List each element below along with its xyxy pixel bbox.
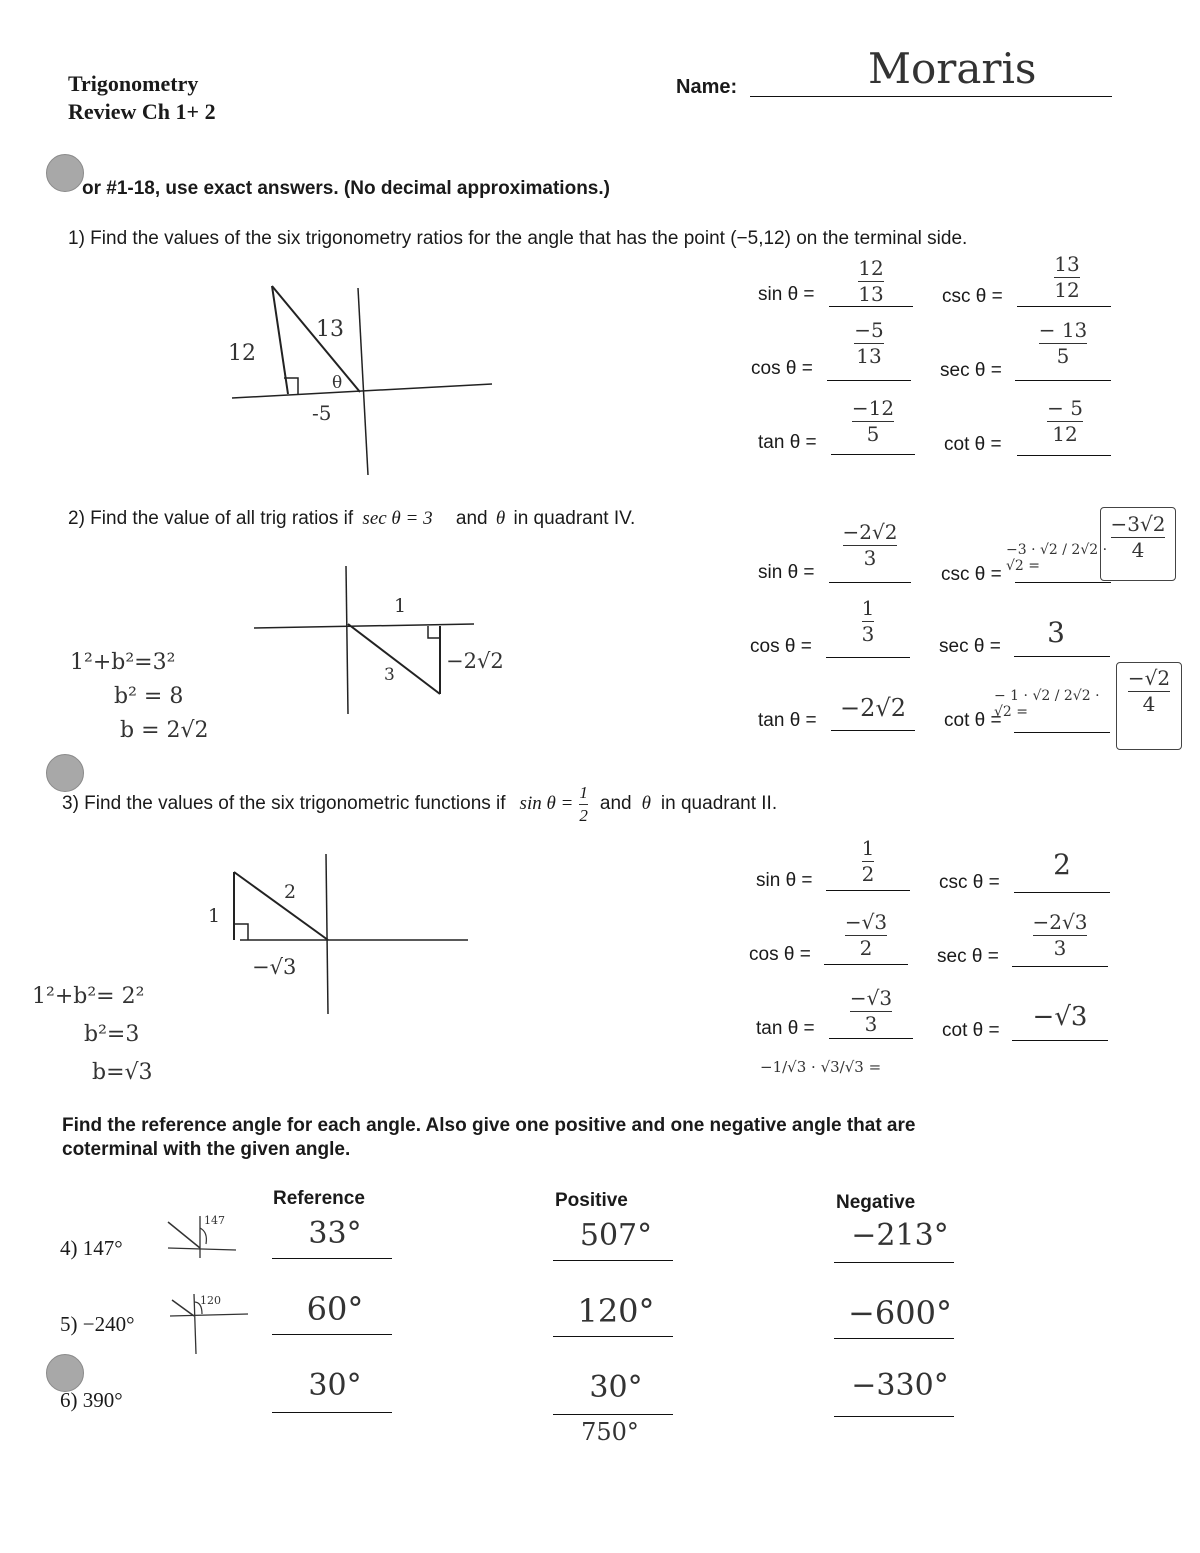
row-5-sketch <box>150 1290 250 1356</box>
row-6-reference: 30° <box>308 1368 362 1403</box>
p1-csc-line <box>1017 306 1111 307</box>
p3-cos-label: cos θ = <box>749 944 811 965</box>
row-5-negative: −600° <box>848 1294 952 1332</box>
p3-work-line-3: b=√3 <box>92 1060 153 1085</box>
row-6-positive-line <box>553 1414 673 1415</box>
p2-cot-line <box>1014 732 1110 733</box>
p3-tan-answer: $\frac{-√3}{3}$ <box>849 986 893 1036</box>
p1-tan-line <box>831 454 915 455</box>
p2-csc-label: csc θ = <box>941 564 1002 585</box>
problem-2-text <box>68 508 635 530</box>
row-5-negative-line <box>834 1338 954 1339</box>
row-4-reference: 33° <box>308 1216 362 1251</box>
hole-punch-1 <box>46 154 84 192</box>
problem-2-text-a: 2) Find the value of all trig ratios if <box>68 508 354 529</box>
p2-csc-answer: $\frac{-3√2}{4}$ <box>1110 512 1166 562</box>
problem-1-diagram <box>220 270 510 485</box>
p2-cos-answer: $\frac{1}{3}$ <box>861 596 875 646</box>
problem-3-sin-expr: sin θ = <box>519 793 574 815</box>
row-4-label: 4) 147° <box>60 1236 123 1260</box>
row-4-negative: −213° <box>851 1218 949 1253</box>
p1-sec-line <box>1015 380 1111 381</box>
p2-sec-label: sec θ = <box>939 636 1001 657</box>
student-name: Moraris <box>868 44 1037 93</box>
p3-csc-answer: 2 <box>1053 848 1071 881</box>
p1-cos-label: cos θ = <box>751 358 813 379</box>
p2-tan-answer: −2√2 <box>840 694 906 722</box>
row-5-reference-line <box>272 1334 392 1335</box>
row-6-negative: −330° <box>851 1368 949 1403</box>
row-4-negative-line <box>834 1262 954 1263</box>
problem-3-work <box>32 978 153 1092</box>
p2-cot-label: cot θ = <box>944 710 1002 731</box>
row-5-reference: 60° <box>306 1290 364 1328</box>
p3-tan-line <box>829 1038 913 1039</box>
p3-sec-answer: $\frac{-2√3}{3}$ <box>1032 910 1088 960</box>
p1-sec-answer: $\frac{- 13}{5}$ <box>1038 318 1088 368</box>
problem-2-text-b: and <box>455 508 488 529</box>
p1-csc-label: csc θ = <box>942 286 1003 307</box>
row-4-positive: 507° <box>579 1218 653 1253</box>
reference-instructions-line-1: Find the reference angle for each angle. Also give one positive and one negative angle that are <box>62 1115 916 1136</box>
p1-cos-line <box>827 380 911 381</box>
p1-cos-answer: $\frac{-5}{13}$ <box>854 318 884 368</box>
problem-1-text: 1) Find the values of the six trigonometry ratios for the angle that has the point (−5,12) on the terminal side. <box>68 228 968 249</box>
p2-sin-line <box>829 582 911 583</box>
problem-2-work <box>70 646 209 748</box>
p1-csc-answer: $\frac{13}{12}$ <box>1054 252 1080 302</box>
p2-cot-work: − 1 · √2 / 2√2 · √2 = <box>994 688 1100 720</box>
p1-cot-label: cot θ = <box>944 434 1002 455</box>
row-4-positive-line <box>553 1260 673 1261</box>
diagram-1-angle: θ <box>332 373 343 393</box>
diagram-1-hyp: 13 <box>316 317 344 342</box>
diagram-2-adj: 1 <box>394 595 407 617</box>
row-5-positive-line <box>553 1336 673 1337</box>
p3-sin-line <box>826 890 910 891</box>
problem-3-theta: θ <box>641 793 651 815</box>
problem-2-diagram <box>250 562 530 722</box>
problem-3-fraction: $\frac{1}{2}$ <box>579 783 588 825</box>
p3-sin-label: sin θ = <box>756 870 813 891</box>
row-6-reference-line <box>272 1412 392 1413</box>
hole-punch-3 <box>46 1354 84 1392</box>
row-4-reference-line <box>272 1258 392 1259</box>
diagram-3-adj: −√3 <box>252 955 297 979</box>
p2-work-line-3: b = 2√2 <box>120 718 209 743</box>
diagram-1-side-a: 12 <box>228 341 256 366</box>
p3-cos-answer: $\frac{-√3}{2}$ <box>844 910 888 960</box>
p1-cot-answer: $\frac{- 5}{12}$ <box>1047 396 1083 446</box>
p1-sec-label: sec θ = <box>940 360 1002 381</box>
problem-3-text <box>62 784 777 825</box>
p2-sec-line <box>1014 656 1110 657</box>
p1-cot-line <box>1017 455 1111 456</box>
reference-instructions-line-2: coterminal with the given angle. <box>62 1139 351 1160</box>
col-negative-header: Negative <box>836 1192 916 1213</box>
diagram-3-opp: 1 <box>208 905 221 927</box>
p1-sin-label: sin θ = <box>758 284 815 305</box>
p1-tan-label: tan θ = <box>758 432 817 453</box>
p3-sin-answer: $\frac{1}{2}$ <box>861 836 875 886</box>
p3-sec-line <box>1012 966 1108 967</box>
p3-tan-work: −1/√3 · √3/√3 = <box>760 1058 882 1076</box>
p2-cos-line <box>826 657 910 658</box>
row-6-negative-line <box>834 1416 954 1417</box>
p1-tan-answer: $\frac{-12}{5}$ <box>851 396 895 446</box>
p2-work-line-2: b² = 8 <box>114 684 184 709</box>
p3-cot-answer: −√3 <box>1032 1002 1088 1032</box>
p2-cos-label: cos θ = <box>750 636 812 657</box>
problem-3-text-a: 3) Find the values of the six trigonometric functions if <box>62 793 506 815</box>
p2-sin-answer: $\frac{-2√2}{3}$ <box>842 520 898 570</box>
row-4-sketch <box>160 1210 240 1260</box>
worksheet-title: Trigonometry <box>68 71 199 96</box>
diagram-1-side-b: -5 <box>312 401 332 425</box>
row-5-positive: 120° <box>577 1292 655 1330</box>
problem-2-text-c: in quadrant IV. <box>513 508 636 529</box>
p3-sec-label: sec θ = <box>937 946 999 967</box>
p3-csc-line <box>1014 892 1110 893</box>
p3-cos-line <box>824 964 908 965</box>
diagram-2-opp: −2√2 <box>446 649 504 673</box>
name-label: Name: <box>676 76 738 98</box>
p2-work-line-1: 1²+b²=3² <box>70 650 176 675</box>
diagram-3-hyp: 2 <box>284 881 297 903</box>
worksheet-subtitle: Review Ch 1+ 2 <box>68 99 216 124</box>
p2-cot-answer: $\frac{-√2}{4}$ <box>1127 666 1171 716</box>
p3-work-line-2: b²=3 <box>84 1022 140 1047</box>
row-5-label: 5) −240° <box>60 1312 135 1336</box>
problem-3-text-c: in quadrant II. <box>660 793 778 815</box>
p2-tan-label: tan θ = <box>758 710 817 731</box>
p2-csc-work: −3 · √2 / 2√2 · √2 = <box>1006 542 1108 574</box>
p3-csc-label: csc θ = <box>939 872 1000 893</box>
col-positive-header: Positive <box>555 1190 628 1211</box>
p1-sin-line <box>829 306 913 307</box>
instructions: or #1-18, use exact answers. (No decimal approximations.) <box>82 178 610 199</box>
problem-3-text-b: and <box>599 793 632 815</box>
row-6-positive: 30° <box>589 1370 643 1405</box>
p3-work-line-1: 1²+b²= 2² <box>32 984 145 1009</box>
reference-instructions <box>62 1114 915 1162</box>
row-6-positive-extra: 750° <box>581 1418 639 1446</box>
problem-2-theta: θ <box>495 508 506 529</box>
problem-2-expr: sec θ = 3 <box>362 508 433 529</box>
row-4-sketch-label: 147 <box>204 1214 225 1227</box>
row-6-label: 6) 390° <box>60 1388 123 1412</box>
p2-tan-line <box>831 730 915 731</box>
name-line <box>750 96 1112 97</box>
p2-csc-line <box>1015 582 1111 583</box>
p2-sin-label: sin θ = <box>758 562 815 583</box>
p2-sec-answer: 3 <box>1047 616 1065 649</box>
diagram-2-hyp: 3 <box>384 665 395 685</box>
row-5-sketch-label: 120 <box>200 1294 221 1307</box>
p3-tan-label: tan θ = <box>756 1018 815 1039</box>
col-reference-header: Reference <box>273 1188 365 1209</box>
p3-cot-label: cot θ = <box>942 1020 1000 1041</box>
p1-sin-answer: $\frac{12}{13}$ <box>858 256 884 306</box>
problem-3-diagram <box>200 850 480 1020</box>
p3-cot-line <box>1012 1040 1108 1041</box>
